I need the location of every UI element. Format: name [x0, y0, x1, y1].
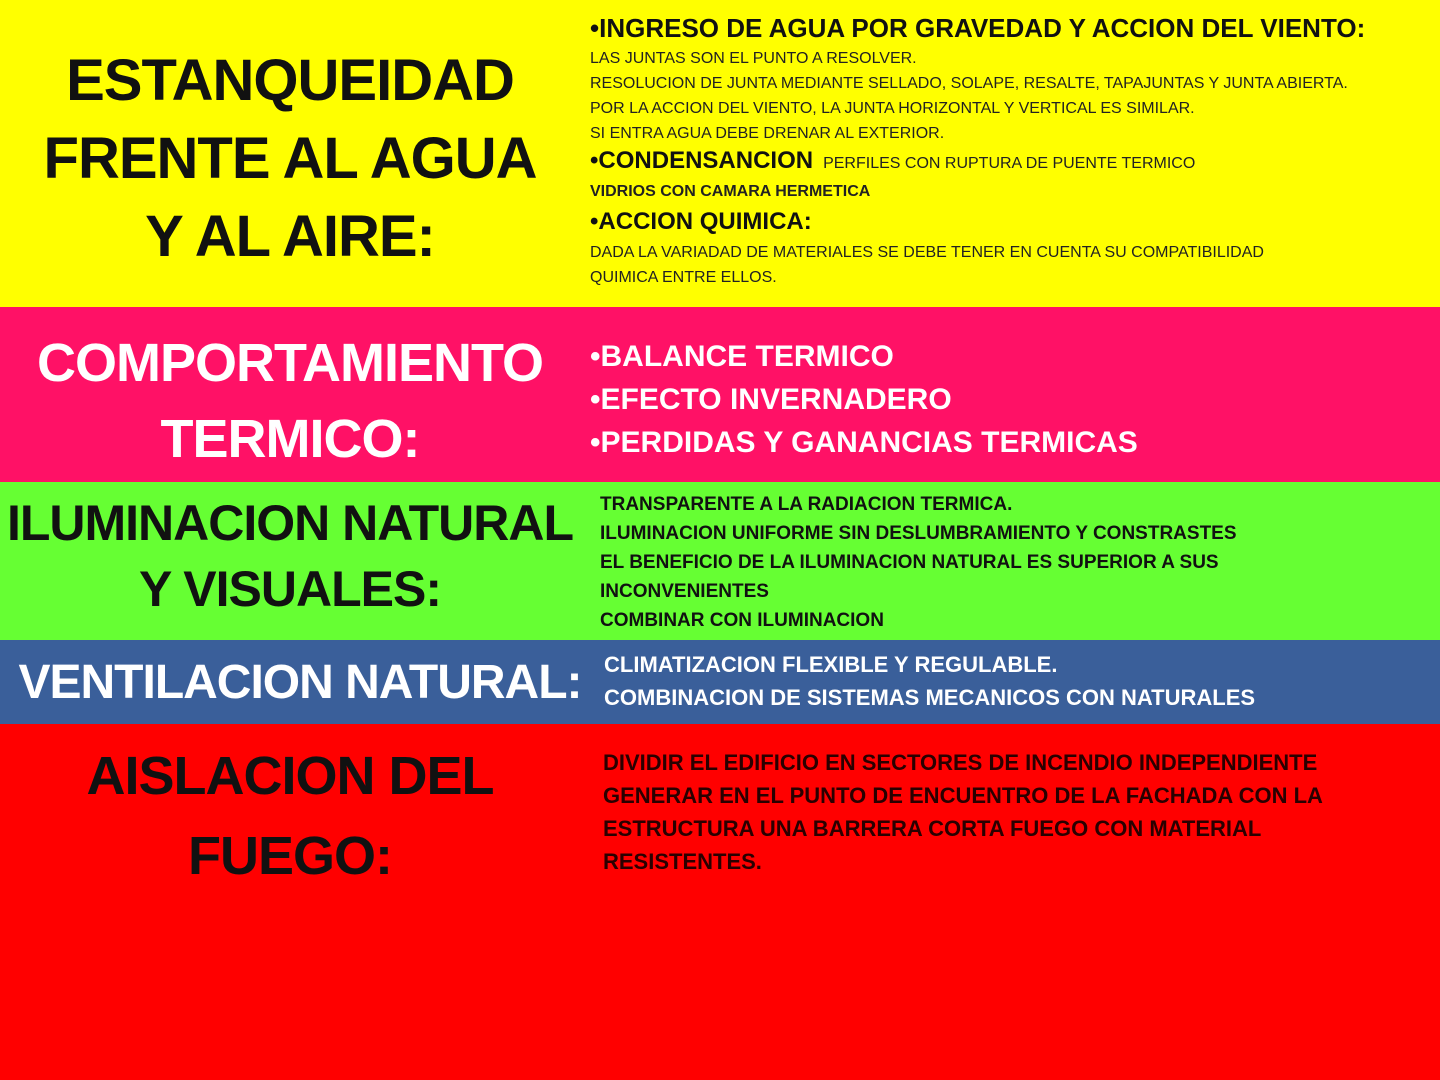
- body-line: COMBINAR CON ILUMINACION: [600, 610, 884, 631]
- body-line: CLIMATIZACION FLEXIBLE Y REGULABLE.: [604, 652, 1058, 677]
- heading-line: FUEGO:: [188, 826, 392, 886]
- section-heading: [0, 736, 580, 896]
- body-line: QUIMICA ENTRE ELLOS.: [590, 269, 777, 286]
- section-body: [600, 490, 1420, 635]
- section-ventilacion-natural: [0, 640, 1440, 724]
- heading-line: ILUMINACION NATURAL: [6, 495, 574, 551]
- heading-line: COMPORTAMIENTO: [37, 333, 543, 393]
- body-line: LAS JUNTAS SON EL PUNTO A RESOLVER.: [590, 50, 917, 67]
- section-heading: [0, 325, 580, 477]
- bullet-heading: •CONDENSANCION: [590, 147, 814, 174]
- body-line: INCONVENIENTES: [600, 581, 769, 602]
- section-heading: [0, 648, 600, 718]
- heading-line: Y AL AIRE:: [145, 204, 435, 269]
- section-iluminacion-natural: [0, 482, 1440, 640]
- bullet-heading: •ACCION QUIMICA:: [590, 208, 812, 235]
- body-line: TRANSPARENTE A LA RADIACION TERMICA.: [600, 494, 1013, 515]
- section-heading: [0, 490, 580, 622]
- body-line: SI ENTRA AGUA DEBE DRENAR AL EXTERIOR.: [590, 125, 945, 142]
- section-comportamiento-termico: [0, 307, 1440, 482]
- heading-line: TERMICO:: [160, 409, 420, 469]
- body-line: EL BENEFICIO DE LA ILUMINACION NATURAL ES SUPERIOR A SUS: [600, 552, 1219, 573]
- body-line: GENERAR EN EL PUNTO DE ENCUENTRO DE LA FACHADA CON LA: [603, 783, 1323, 808]
- body-line: •PERDIDAS Y GANANCIAS TERMICAS: [590, 426, 1138, 459]
- inline-text: PERFILES CON RUPTURA DE PUENTE TERMICO: [823, 155, 1196, 172]
- heading-line: AISLACION DEL: [86, 746, 494, 806]
- heading-line: Y VISUALES:: [138, 561, 442, 617]
- body-line: DIVIDIR EL EDIFICIO EN SECTORES DE INCENDIO INDEPENDIENTE: [603, 750, 1318, 775]
- section-body: [590, 335, 1420, 464]
- body-line: VIDRIOS CON CAMARA HERMETICA: [590, 183, 871, 200]
- section-aislacion-del-fuego: [0, 724, 1440, 1080]
- body-line: •EFECTO INVERNADERO: [590, 383, 952, 416]
- body-line: ILUMINACION UNIFORME SIN DESLUMBRAMIENTO Y CONSTRASTES: [600, 523, 1237, 544]
- heading-line: FRENTE AL AGUA: [43, 126, 537, 191]
- section-estanqueidad: [0, 0, 1440, 307]
- body-line: ESTRUCTURA UNA BARRERA CORTA FUEGO CON MATERIAL: [603, 816, 1262, 841]
- body-line: COMBINACION DE SISTEMAS MECANICOS CON NATURALES: [604, 685, 1256, 710]
- heading-line: VENTILACION NATURAL:: [18, 656, 582, 709]
- section-body: [603, 746, 1420, 878]
- section-body: [590, 10, 1420, 290]
- body-line: DADA LA VARIADAD DE MATERIALES SE DEBE TENER EN CUENTA SU COMPATIBILIDAD: [590, 244, 1264, 261]
- bullet-heading: •INGRESO DE AGUA POR GRAVEDAD Y ACCION DEL VIENTO:: [590, 13, 1366, 43]
- body-line: [590, 146, 1420, 179]
- body-line: •BALANCE TERMICO: [590, 340, 894, 373]
- body-line: RESOLUCION DE JUNTA MEDIANTE SELLADO, SOLAPE, RESALTE, TAPAJUNTAS Y JUNTA ABIERTA.: [590, 75, 1348, 92]
- section-body: [604, 648, 1420, 714]
- section-heading: [0, 42, 580, 276]
- heading-line: ESTANQUEIDAD: [66, 48, 514, 113]
- body-line: POR LA ACCION DEL VIENTO, LA JUNTA HORIZONTAL Y VERTICAL ES SIMILAR.: [590, 100, 1195, 117]
- body-line: RESISTENTES.: [603, 849, 762, 874]
